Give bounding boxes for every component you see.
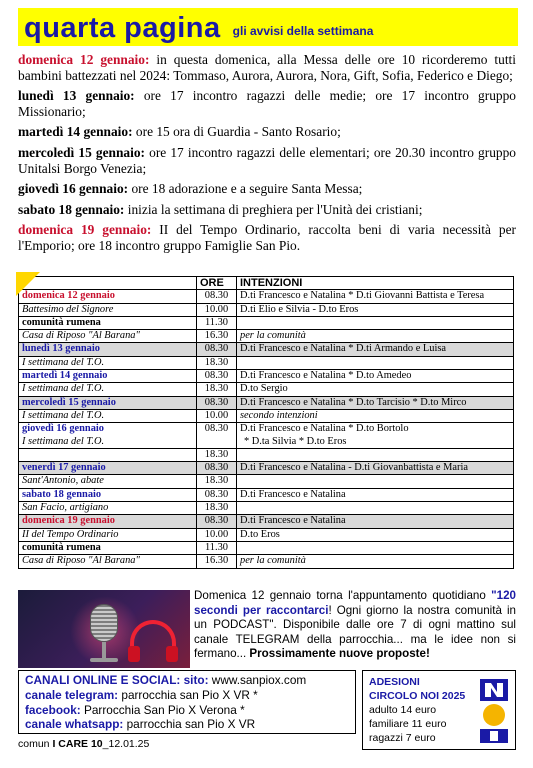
table-row — [19, 528, 514, 541]
time-cell: 11.30 — [197, 541, 237, 554]
membership-text — [369, 675, 465, 745]
intention-cell — [237, 448, 514, 461]
whatsapp-value: parrocchia san Pio X VR — [123, 717, 256, 732]
time-cell: 10.00 — [197, 303, 237, 316]
notice-text: ore 17 incontro ragazzi delle elementari; ore 20.30 incontro gruppo Unitalsi Borgo Venezia; — [18, 144, 516, 176]
table-row — [19, 383, 514, 396]
table-row — [19, 343, 514, 356]
page-title: quarta pagina — [24, 12, 221, 44]
membership-box — [362, 670, 516, 750]
intention-text-2: * D.ta Silvia * D.to Eros — [244, 435, 347, 447]
header-day — [19, 277, 197, 290]
day-cell — [19, 290, 197, 303]
day-label: martedì 14 gennaio — [22, 370, 108, 382]
notice-text: ore 18 adorazione e a seguire Santa Messa; — [128, 181, 363, 197]
day-label: giovedì 16 gennaio — [22, 423, 104, 435]
time-cell: 18.30 — [197, 475, 237, 488]
time-cell: 16.30 — [197, 555, 237, 568]
intention-text: D.ti Elio e Silvia - D.to Eros — [240, 303, 359, 315]
day-label: Casa di Riposo "Al Barana" — [22, 555, 140, 567]
channels-heading: CANALI ONLINE E SOCIAL: — [25, 673, 181, 687]
table-row — [19, 502, 514, 515]
intention-text: secondo intenzioni — [240, 409, 318, 421]
intention-text: D.ti Francesco e Natalina * D.ti Giovanni Battista e Teresa — [240, 290, 485, 302]
day-cell — [19, 488, 197, 501]
table-row — [19, 303, 514, 316]
podcast-title: "120 secondi per raccontarci — [194, 589, 516, 617]
notice-text: II del Tempo Ordinario, raccolta beni di varia necessità per l'Emporio; ore 18 incontro gruppo Famiglie San Pio. — [18, 222, 516, 253]
notice-text: in questa domenica, alla Messa delle ore 10 ricorderemo tutti bambini battezzati nel 2024: Tommaso, Aurora, Aurora, Nora, Gift, Sofia, Federico e Diego; — [18, 52, 516, 83]
header-intenzioni: INTENZIONI — [237, 277, 514, 290]
notice-item — [18, 202, 516, 218]
podcast-text-3: Prossimamente nuove proposte! — [249, 647, 430, 660]
notice-day: lunedì 13 gennaio: — [18, 88, 135, 104]
whatsapp-label: canale whatsapp: — [25, 717, 124, 732]
day-cell — [19, 370, 197, 383]
intention-text: D.ti Francesco e Natalina * D.to Bortolo — [240, 423, 409, 435]
membership-subtitle: CIRCOLO NOI 2025 — [369, 690, 466, 702]
day-label: domenica 19 gennaio — [22, 515, 115, 527]
intention-cell — [237, 488, 514, 501]
day-label: I settimana del T.O. — [22, 356, 105, 368]
day-cell — [19, 356, 197, 369]
table-header-row — [19, 277, 514, 290]
table-row — [19, 475, 514, 488]
intention-text: D.ti Francesco e Natalina * D.to Tarcisio * D.to Mirco — [240, 396, 467, 408]
facebook-value: Parrocchia San Pio X Verona * — [80, 702, 245, 717]
day-cell — [19, 409, 197, 422]
table-row — [19, 396, 514, 409]
intention-cell — [237, 502, 514, 515]
day-cell — [19, 423, 197, 449]
table-row — [19, 448, 514, 461]
notice-item — [18, 124, 516, 140]
footer-d: _12.01.25 — [102, 738, 150, 750]
day-cell — [19, 555, 197, 568]
notice-item — [18, 52, 516, 83]
channels-line-telegram — [25, 688, 349, 703]
intention-cell — [237, 290, 514, 303]
intention-text: D.ti Francesco e Natalina - D.ti Giovanbattista e Maria — [240, 462, 468, 474]
time-cell: 18.30 — [197, 356, 237, 369]
table-row — [19, 462, 514, 475]
podcast-image — [18, 590, 190, 668]
intention-text: D.ti Francesco e Natalina — [240, 515, 346, 527]
time-cell: 11.30 — [197, 316, 237, 329]
notice-day: domenica 12 gennaio: — [18, 52, 150, 67]
intention-text: D.to Sergio — [240, 383, 288, 395]
day-cell — [19, 475, 197, 488]
intention-cell — [237, 423, 514, 449]
day-label: venerdì 17 gennaio — [22, 462, 106, 474]
day-label: San Facio, artigiano — [22, 502, 109, 514]
notice-day: martedì 14 gennaio: — [18, 124, 133, 140]
mass-intentions-table — [18, 276, 514, 569]
facebook-label: facebook: — [25, 702, 81, 717]
site-label: sito: — [183, 673, 209, 687]
headphones-left-cup — [128, 646, 140, 662]
intention-cell — [237, 356, 514, 369]
channels-line-whatsapp — [25, 717, 349, 732]
day-cell — [19, 528, 197, 541]
notice-day: mercoledì 15 gennaio: — [18, 144, 146, 160]
noi-logo-icon — [478, 677, 510, 745]
day-label: Battesimo del Signore — [22, 303, 114, 315]
footer-b: I CARE — [52, 738, 89, 750]
day-label: Sant'Antonio, abate — [22, 475, 104, 487]
day-cell — [19, 343, 197, 356]
membership-family: familiare 11 euro — [369, 718, 447, 730]
telegram-value: parrocchia san Pio X VR * — [118, 687, 258, 702]
time-cell: 08.30 — [197, 370, 237, 383]
header-ore: ORE — [197, 277, 237, 290]
mass-schedule — [18, 276, 514, 569]
notice-day: domenica 19 gennaio: — [18, 222, 152, 238]
time-cell: 08.30 — [197, 423, 237, 449]
time-cell: 10.00 — [197, 409, 237, 422]
intention-text: D.to Eros — [240, 528, 280, 540]
day-cell — [19, 515, 197, 528]
intention-cell — [237, 383, 514, 396]
page-subtitle: gli avvisi della settimana — [232, 24, 374, 38]
day-cell — [19, 383, 197, 396]
notice-item — [18, 145, 516, 176]
day-cell — [19, 303, 197, 316]
footer-edition — [18, 738, 149, 750]
channels-line-site — [25, 673, 349, 688]
notice-day: sabato 18 gennaio: — [18, 201, 125, 217]
notice-text: inizia la settimana di preghiera per l'Unità dei cristiani; — [124, 201, 423, 217]
table-row — [19, 488, 514, 501]
day-label: mercoledì 15 gennaio — [22, 396, 116, 408]
intention-cell — [237, 303, 514, 316]
day-cell — [19, 462, 197, 475]
day-cell — [19, 396, 197, 409]
intention-text: D.ti Francesco e Natalina * D.ti Armando e Luisa — [240, 343, 447, 355]
intention-cell — [237, 370, 514, 383]
microphone-icon — [90, 604, 118, 642]
table-row — [19, 356, 514, 369]
telegram-label: canale telegram: — [25, 687, 119, 702]
intention-cell — [237, 396, 514, 409]
day-label: I settimana del T.O. — [22, 409, 105, 421]
intention-cell — [237, 515, 514, 528]
notice-item — [18, 222, 516, 253]
weekly-notices — [18, 52, 516, 259]
membership-kids: ragazzi 7 euro — [369, 732, 436, 744]
notice-text: ore 15 ora di Guardia - Santo Rosario; — [132, 124, 341, 140]
day-label: comunità rumena — [22, 541, 101, 553]
time-cell: 08.30 — [197, 515, 237, 528]
intention-text: per la comunità — [240, 330, 306, 342]
day-label: I settimana del T.O. — [22, 383, 105, 395]
notice-item — [18, 88, 516, 119]
day-label: domenica 12 gennaio — [22, 290, 115, 302]
notice-item — [18, 181, 516, 197]
day-cell — [19, 448, 197, 461]
time-cell: 08.30 — [197, 290, 237, 303]
microphone-base — [90, 658, 118, 662]
day-label: Casa di Riposo "Al Barana" — [22, 330, 140, 342]
intention-cell — [237, 409, 514, 422]
day-label: sabato 18 gennaio — [22, 488, 102, 500]
intention-cell — [237, 316, 514, 329]
day-label: comunità rumena — [22, 316, 101, 328]
podcast-text-1: Domenica 12 gennaio torna l'appuntamento quotidiano — [194, 589, 492, 602]
table-row — [19, 290, 514, 303]
table-row — [19, 555, 514, 568]
time-cell: 08.30 — [197, 343, 237, 356]
notice-day: giovedì 16 gennaio: — [18, 181, 129, 197]
time-cell: 18.30 — [197, 448, 237, 461]
site-link[interactable]: www.sanpiox.com — [208, 673, 307, 687]
table-row — [19, 316, 514, 329]
podcast-announcement — [194, 589, 516, 662]
intention-cell — [237, 343, 514, 356]
membership-title: ADESIONI — [369, 676, 420, 688]
time-cell: 08.30 — [197, 396, 237, 409]
intention-cell — [237, 462, 514, 475]
page-header — [18, 8, 518, 46]
intention-cell — [237, 528, 514, 541]
time-cell: 08.30 — [197, 462, 237, 475]
table-row — [19, 370, 514, 383]
corner-decoration — [16, 272, 40, 296]
table-row — [19, 330, 514, 343]
intention-text: D.ti Francesco e Natalina — [240, 488, 346, 500]
day-label: lunedì 13 gennaio — [22, 343, 100, 355]
time-cell: 10.00 — [197, 528, 237, 541]
day-cell — [19, 316, 197, 329]
intention-cell — [237, 475, 514, 488]
time-cell: 16.30 — [197, 330, 237, 343]
day-cell — [19, 502, 197, 515]
social-channels-box — [18, 670, 356, 734]
day-sublabel: I settimana del T.O. — [22, 435, 105, 447]
intention-text: D.ti Francesco e Natalina * D.to Amedeo — [240, 370, 412, 382]
podcast-text-2: ! Ogni giorno la nostra comunità in un PODCAST". Disponibile dalle ore 7 di ogni mattino sul canale TELEGRAM della parrocchia... ma le idee non si fermano... — [194, 603, 516, 660]
time-cell: 18.30 — [197, 383, 237, 396]
membership-adult: adulto 14 euro — [369, 704, 437, 716]
notice-text: ore 17 incontro ragazzi delle medie; ore 17 incontro gruppo Missionario; — [18, 88, 516, 119]
day-cell — [19, 541, 197, 554]
intention-text: per la comunità — [240, 555, 306, 567]
footer-a: comun — [18, 738, 53, 750]
table-row — [19, 515, 514, 528]
intention-cell — [237, 330, 514, 343]
day-cell — [19, 330, 197, 343]
day-label: II del Tempo Ordinario — [22, 528, 119, 540]
time-cell: 18.30 — [197, 502, 237, 515]
table-row — [19, 541, 514, 554]
footer-c: 10 — [88, 738, 103, 750]
time-cell: 08.30 — [197, 488, 237, 501]
channels-line-facebook — [25, 703, 349, 718]
table-row — [19, 423, 514, 449]
intention-cell — [237, 555, 514, 568]
intention-cell — [237, 541, 514, 554]
headphones-right-cup — [166, 646, 178, 662]
table-row — [19, 409, 514, 422]
